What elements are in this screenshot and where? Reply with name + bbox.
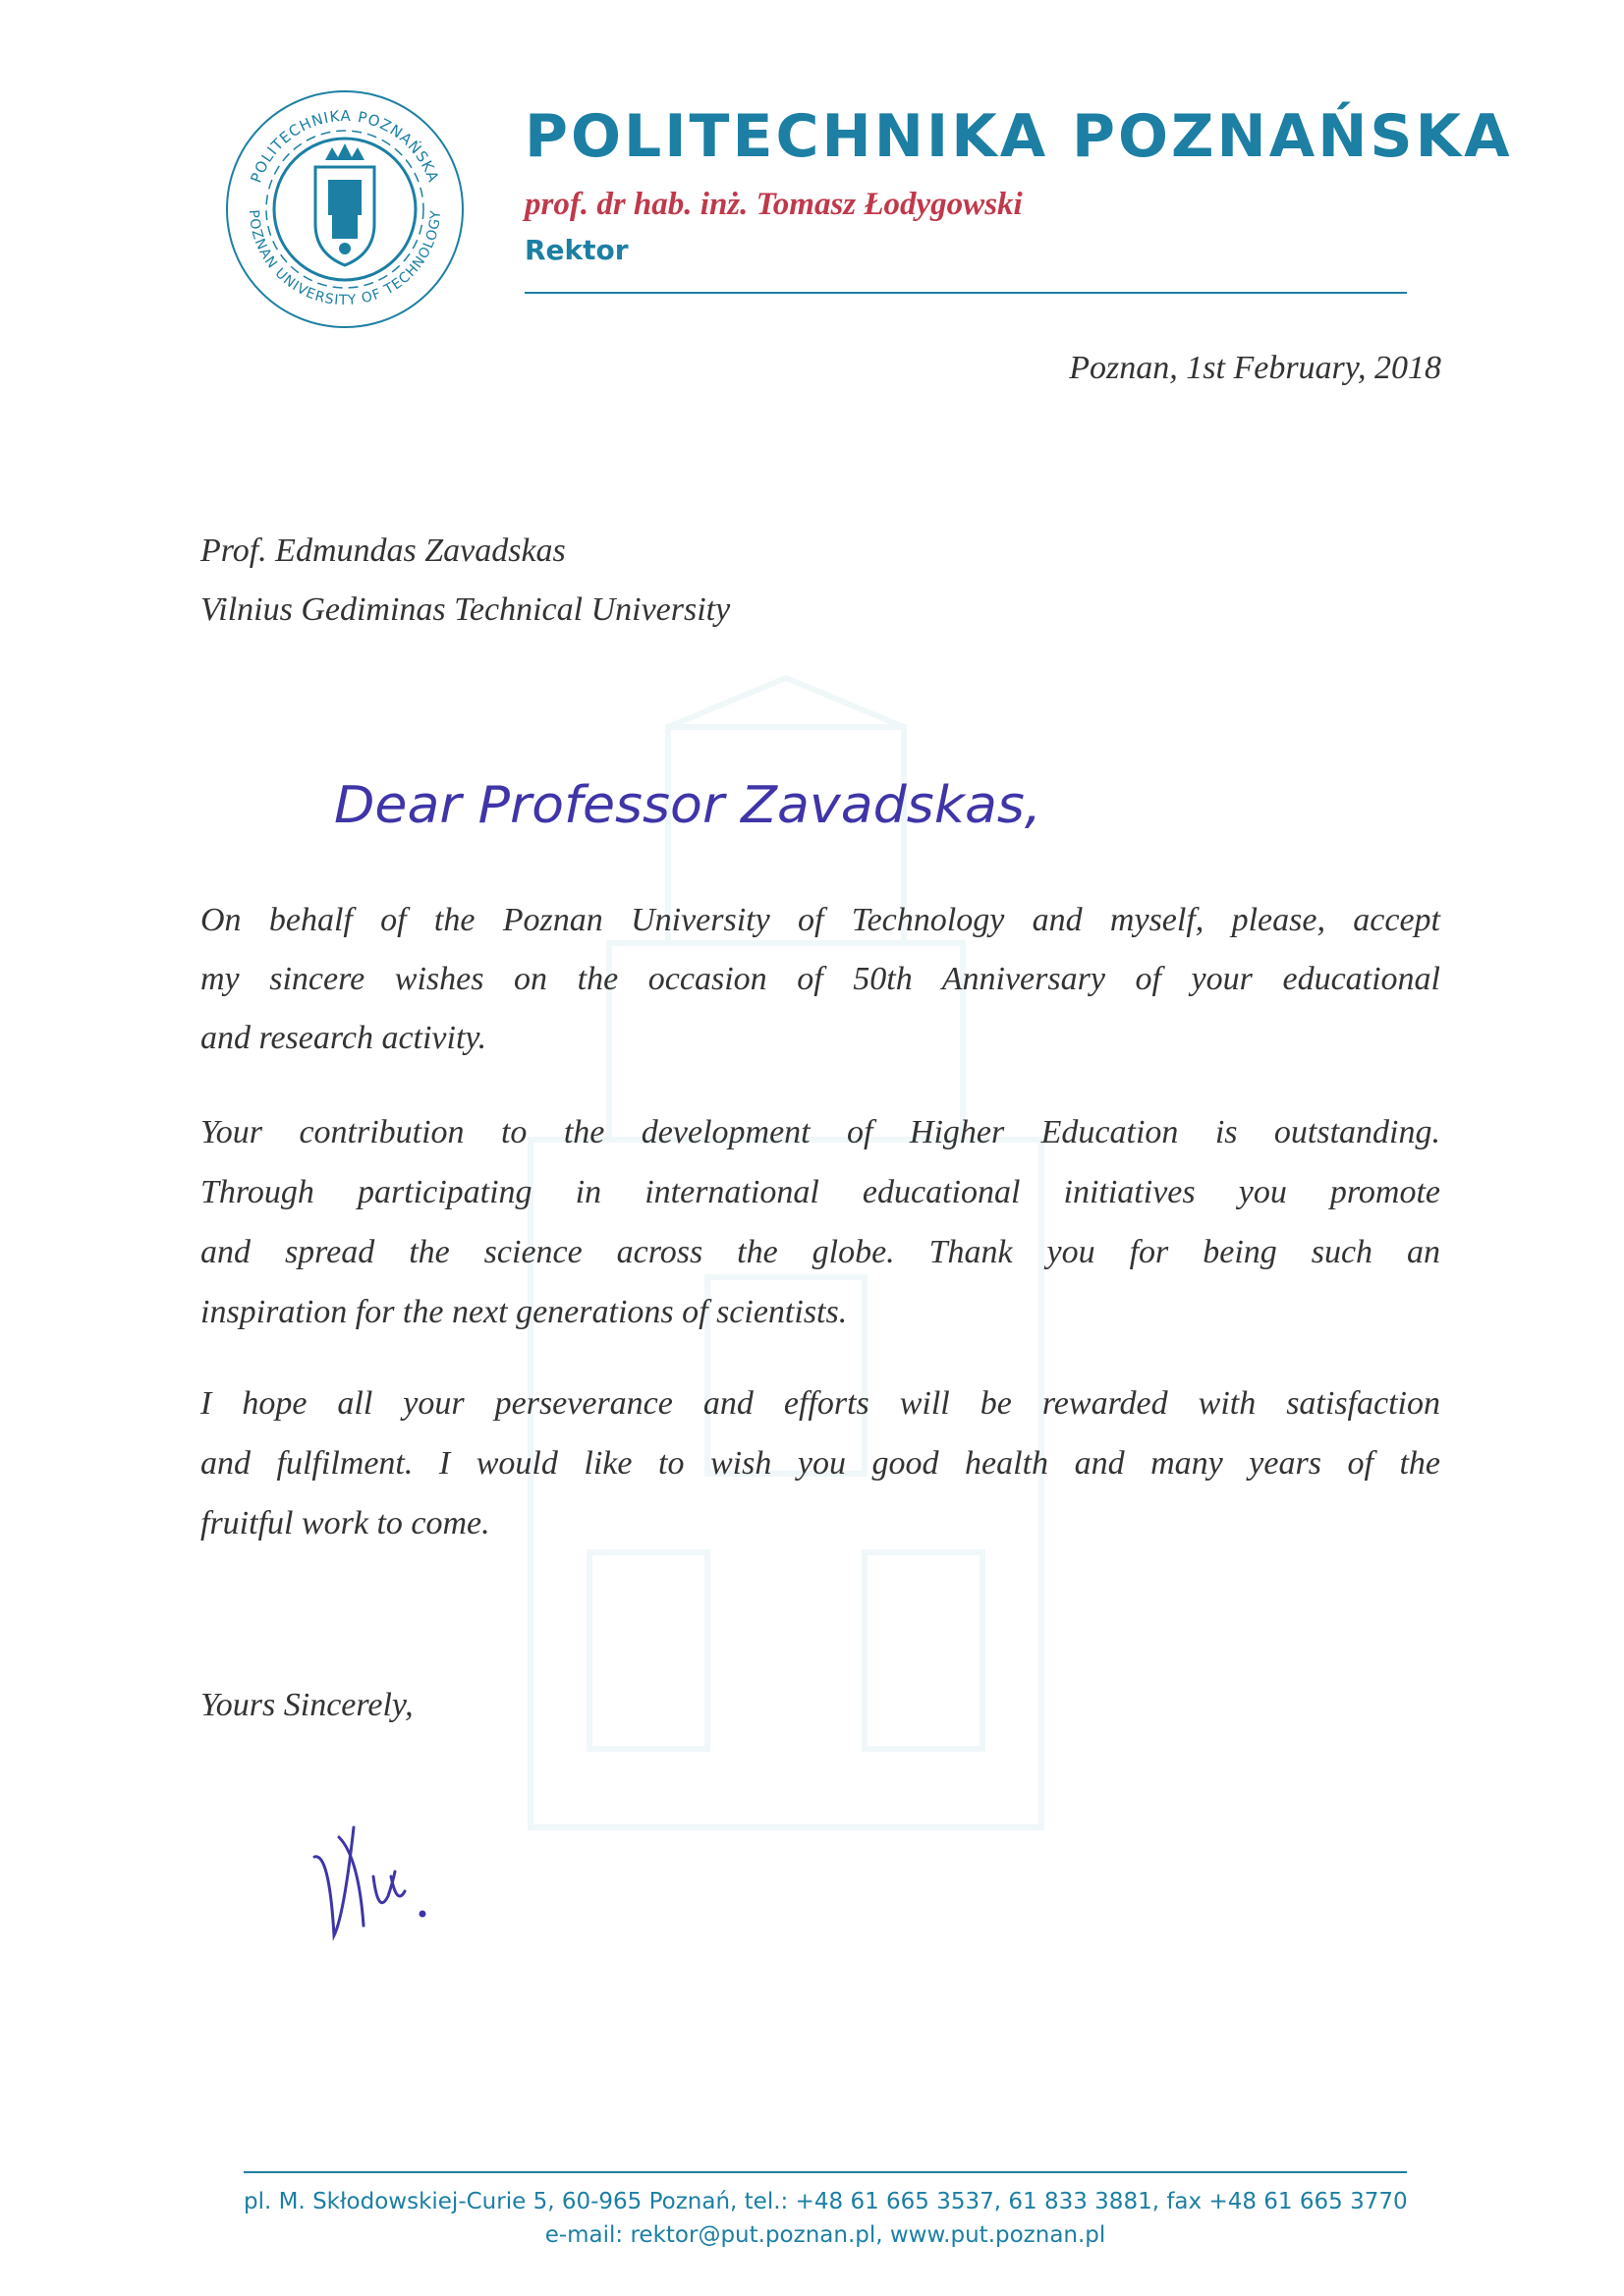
footer-divider [244, 2171, 1407, 2173]
footer-contact: e-mail: rektor@put.poznan.pl, www.put.poznan.pl [544, 2222, 1106, 2248]
handwritten-signature [295, 1798, 491, 1965]
footer-address: pl. M. Skłodowskiej-Curie 5, 60-965 Poznań, tel.: +48 61 665 3537, 61 833 3881, fax +48 61 665 3770 [244, 2189, 1408, 2214]
closing: Yours Sincerely, [200, 1687, 414, 1723]
logo-ring-text-bottom: POZNAN UNIVERSITY OF TECHNOLOGY [245, 209, 445, 309]
paragraph-3-line-2: and fulfilment. I would like to wish you good health and many years of the [200, 1445, 1440, 1482]
university-name: POLITECHNIKA POZNAŃSKA [525, 102, 1513, 171]
paragraph-3-line-1: I hope all your perseverance and efforts will be rewarded with satisfaction [200, 1385, 1440, 1422]
rector-title: Rektor [525, 234, 629, 266]
paragraph-3-line-3: fruitful work to come. [200, 1505, 490, 1541]
shield-icon [315, 167, 374, 265]
handwritten-salutation [324, 761, 1071, 850]
crown-icon [325, 143, 364, 160]
paragraph-2-line-2: Through participating in international educational initiatives you promote [200, 1174, 1440, 1210]
rector-name: prof. dr hab. inż. Tomasz Łodygowski [525, 187, 1023, 222]
header-divider [525, 292, 1407, 294]
paragraph-2-line-1: Your contribution to the development of Higher Education is outstanding. [200, 1114, 1440, 1150]
salutation-text: Dear Professor Zavadskas, [334, 776, 1041, 835]
university-seal-logo [222, 86, 468, 332]
paragraph-2-line-4: inspiration for the next generations of scientists. [200, 1294, 848, 1330]
letter-date: Poznan, 1st February, 2018 [1069, 350, 1441, 386]
paragraph-1-line-1: On behalf of the Poznan University of Technology and myself, please, accept [200, 902, 1440, 938]
addressee-organization: Vilnius Gediminas Technical University [200, 591, 731, 628]
paragraph-2-line-3: and spread the science across the globe. Thank you for being such an [200, 1234, 1440, 1270]
logo-ring-text-top: POLITECHNIKA POZNAŃSKA [247, 106, 443, 186]
addressee-name: Prof. Edmundas Zavadskas [200, 532, 566, 569]
paragraph-1-line-2: my sincere wishes on the occasion of 50th Anniversary of your educational [200, 961, 1440, 997]
paragraph-1-line-3: and research activity. [200, 1020, 487, 1056]
